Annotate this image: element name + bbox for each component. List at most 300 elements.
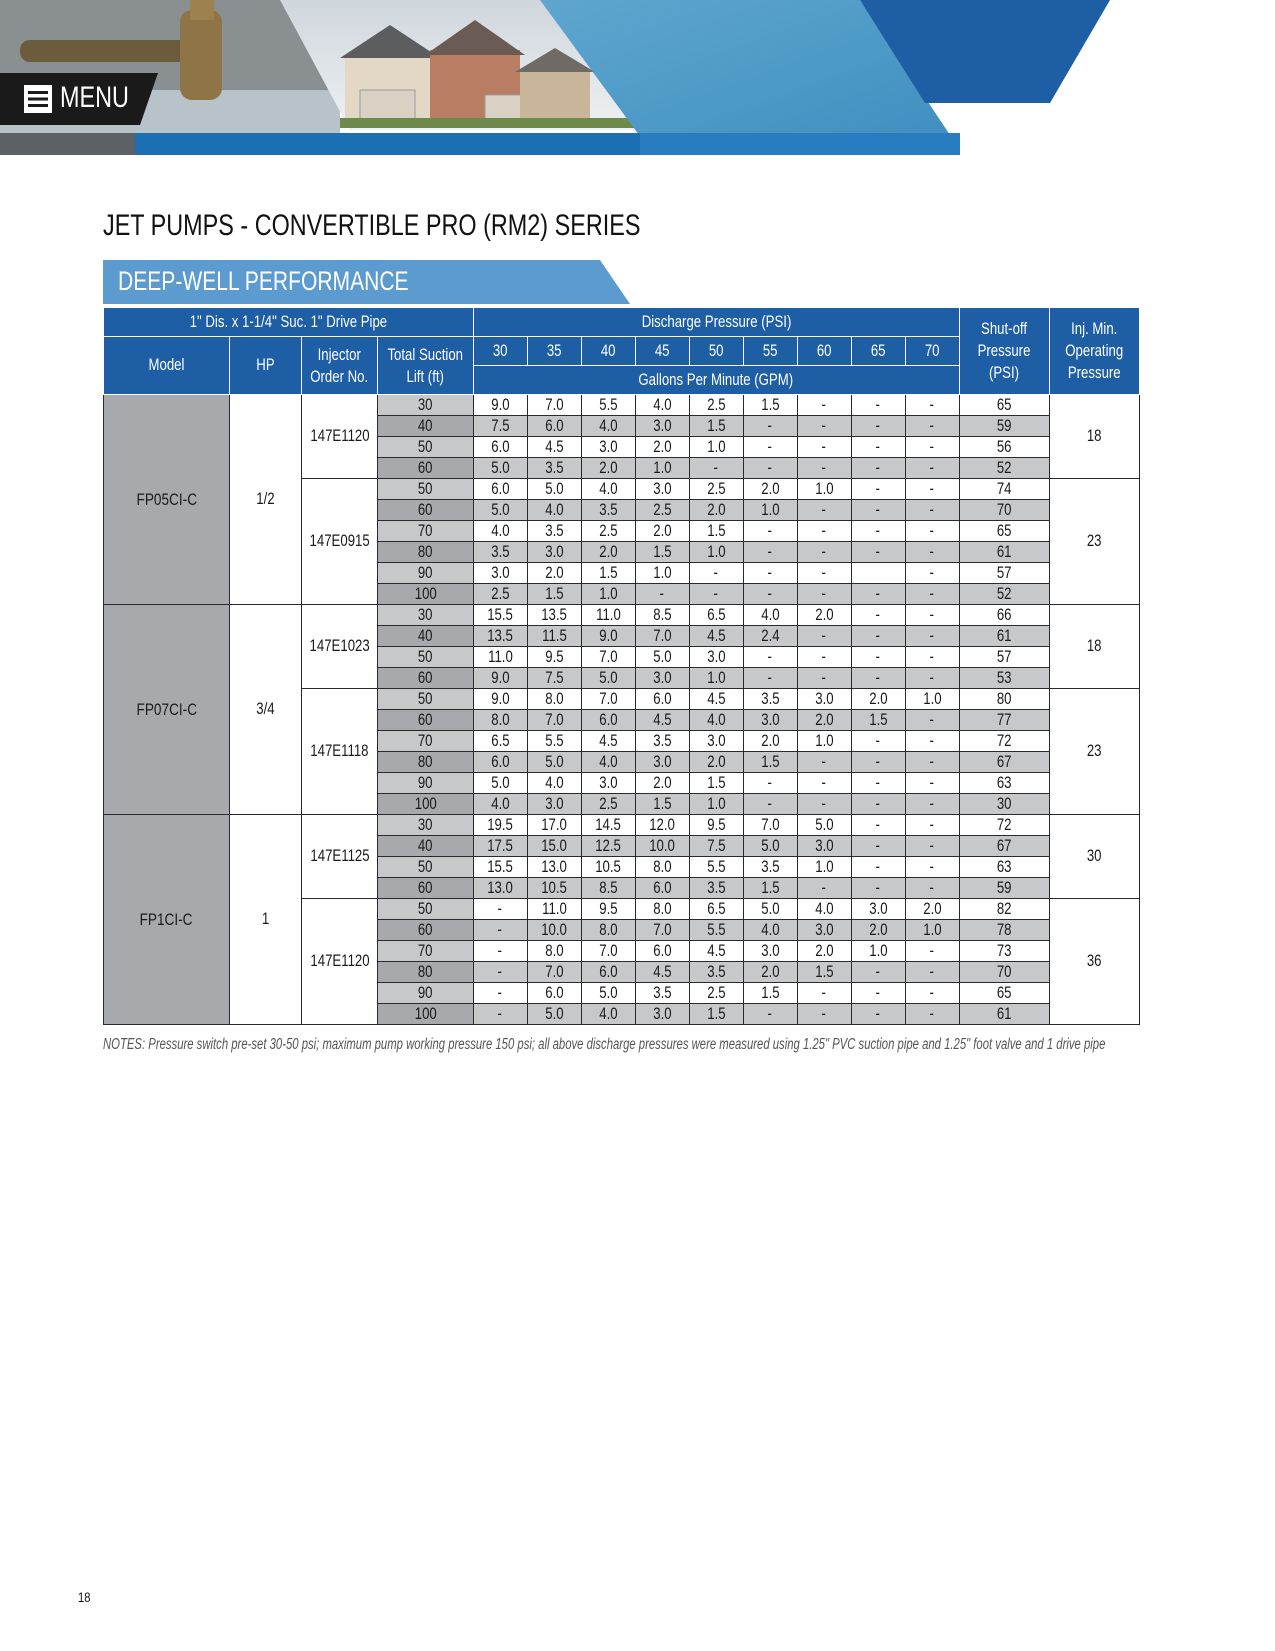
inj-min-pressure-cell: 36: [1049, 899, 1139, 1025]
gpm-cell: 6.0: [473, 437, 527, 458]
gpm-cell: -: [851, 857, 905, 878]
pressure-header-50: 50: [689, 337, 743, 366]
gpm-cell: -: [905, 479, 959, 500]
gpm-cell: 2.5: [689, 983, 743, 1004]
gpm-cell: -: [743, 794, 797, 815]
shutoff-cell: 53: [959, 668, 1049, 689]
gpm-cell: 7.5: [689, 836, 743, 857]
gpm-cell: -: [851, 668, 905, 689]
gpm-cell: -: [797, 500, 851, 521]
gpm-cell: -: [905, 1004, 959, 1025]
gpm-cell: 4.0: [473, 521, 527, 542]
shutoff-cell: 52: [959, 584, 1049, 605]
page-number: 18: [78, 1589, 91, 1605]
shutoff-cell: 72: [959, 731, 1049, 752]
gpm-cell: 3.5: [635, 731, 689, 752]
gpm-cell: -: [851, 458, 905, 479]
gpm-cell: 6.0: [581, 710, 635, 731]
gpm-cell: 2.4: [743, 626, 797, 647]
table-row: [104, 395, 1140, 416]
lift-cell: 100: [378, 1004, 473, 1025]
lift-cell: 90: [378, 563, 473, 584]
gpm-cell: 5.5: [689, 920, 743, 941]
gpm-cell: -: [743, 584, 797, 605]
gpm-cell: 1.0: [743, 500, 797, 521]
gpm-cell: -: [797, 626, 851, 647]
gpm-cell: -: [797, 983, 851, 1004]
gpm-cell: 1.5: [743, 878, 797, 899]
gpm-cell: 3.5: [743, 689, 797, 710]
gpm-cell: -: [797, 878, 851, 899]
injector-order-cell: 147E0915: [302, 479, 378, 605]
gpm-cell: 5.0: [581, 983, 635, 1004]
gpm-cell: -: [743, 1004, 797, 1025]
gpm-cell: -: [905, 647, 959, 668]
gpm-cell: 1.0: [689, 668, 743, 689]
shutoff-cell: 80: [959, 689, 1049, 710]
gpm-cell: -: [851, 500, 905, 521]
gpm-cell: 3.5: [473, 542, 527, 563]
gpm-cell: 6.0: [473, 479, 527, 500]
gpm-cell: -: [851, 794, 905, 815]
gpm-cell: 2.5: [689, 395, 743, 416]
gpm-cell: 6.5: [473, 731, 527, 752]
gpm-cell: -: [743, 416, 797, 437]
gpm-cell: 6.5: [689, 899, 743, 920]
gpm-cell: -: [689, 584, 743, 605]
gpm-header: Gallons Per Minute (GPM): [473, 366, 959, 395]
gpm-cell: -: [797, 1004, 851, 1025]
shutoff-cell: 52: [959, 458, 1049, 479]
gpm-cell: -: [797, 458, 851, 479]
gpm-cell: 4.0: [581, 752, 635, 773]
gpm-cell: 5.0: [743, 899, 797, 920]
gpm-cell: -: [743, 563, 797, 584]
gpm-cell: 3.0: [635, 479, 689, 500]
gpm-cell: 4.5: [635, 962, 689, 983]
gpm-cell: 4.0: [689, 710, 743, 731]
gpm-cell: -: [905, 773, 959, 794]
gpm-cell: 1.0: [689, 542, 743, 563]
gpm-cell: 2.0: [905, 899, 959, 920]
gpm-cell: 1.0: [797, 731, 851, 752]
gpm-cell: -: [905, 458, 959, 479]
shutoff-cell: 70: [959, 962, 1049, 983]
gpm-cell: 7.0: [581, 647, 635, 668]
gpm-cell: 3.0: [527, 794, 581, 815]
gpm-cell: 2.0: [851, 920, 905, 941]
lift-cell: 50: [378, 857, 473, 878]
gpm-cell: 9.5: [689, 815, 743, 836]
gpm-cell: 5.0: [527, 479, 581, 500]
gpm-cell: 12.0: [635, 815, 689, 836]
gpm-cell: -: [905, 605, 959, 626]
shutoff-cell: 66: [959, 605, 1049, 626]
gpm-cell: -: [851, 815, 905, 836]
gpm-cell: 1.5: [635, 542, 689, 563]
gpm-cell: 6.0: [527, 983, 581, 1004]
page-title: JET PUMPS - CONVERTIBLE PRO (RM2) SERIES: [103, 209, 641, 242]
gpm-cell: -: [689, 458, 743, 479]
pressure-header-45: 45: [635, 337, 689, 366]
shutoff-cell: 63: [959, 857, 1049, 878]
gpm-cell: 7.0: [635, 920, 689, 941]
gpm-cell: 1.0: [851, 941, 905, 962]
gpm-cell: 7.0: [527, 395, 581, 416]
lift-cell: 90: [378, 983, 473, 1004]
gpm-cell: 6.0: [635, 941, 689, 962]
gpm-cell: 8.0: [635, 857, 689, 878]
gpm-cell: 6.0: [581, 962, 635, 983]
gpm-cell: -: [905, 983, 959, 1004]
gpm-cell: 1.5: [743, 983, 797, 1004]
gpm-cell: -: [851, 647, 905, 668]
gpm-cell: 9.5: [527, 647, 581, 668]
gpm-cell: -: [797, 752, 851, 773]
pressure-header-60: 60: [797, 337, 851, 366]
gpm-cell: -: [797, 563, 851, 584]
gpm-cell: -: [743, 647, 797, 668]
gpm-cell: -: [797, 668, 851, 689]
gpm-cell: 15.5: [473, 857, 527, 878]
gpm-cell: 7.0: [743, 815, 797, 836]
gpm-cell: -: [905, 416, 959, 437]
inj-min-pressure-cell: 18: [1049, 605, 1139, 689]
gpm-cell: 7.5: [473, 416, 527, 437]
gpm-cell: 11.5: [527, 626, 581, 647]
gpm-cell: 13.5: [527, 605, 581, 626]
hp-cell: 3/4: [230, 605, 302, 815]
gpm-cell: 13.0: [527, 857, 581, 878]
gpm-cell: -: [797, 395, 851, 416]
shutoff-cell: 57: [959, 563, 1049, 584]
inj-min-pressure-cell: 30: [1049, 815, 1139, 899]
gpm-cell: 2.0: [635, 521, 689, 542]
gpm-cell: 2.5: [635, 500, 689, 521]
lift-cell: 70: [378, 731, 473, 752]
gpm-cell: -: [905, 563, 959, 584]
gpm-cell: 4.0: [797, 899, 851, 920]
gpm-cell: 3.0: [635, 668, 689, 689]
gpm-cell: 3.0: [635, 416, 689, 437]
lift-cell: 50: [378, 689, 473, 710]
gpm-cell: 17.5: [473, 836, 527, 857]
gpm-cell: -: [851, 416, 905, 437]
gpm-cell: 5.5: [689, 857, 743, 878]
injector-order-cell: 147E1118: [302, 689, 378, 815]
gpm-cell: 4.0: [527, 773, 581, 794]
gpm-cell: -: [473, 941, 527, 962]
gpm-cell: -: [797, 437, 851, 458]
gpm-cell: 8.5: [635, 605, 689, 626]
menu-label: MENU: [60, 81, 129, 114]
gpm-cell: 1.5: [689, 773, 743, 794]
gpm-cell: 2.0: [635, 773, 689, 794]
gpm-cell: 3.5: [743, 857, 797, 878]
lift-cell: 60: [378, 668, 473, 689]
hp-cell: 1: [230, 815, 302, 1025]
shutoff-cell: 72: [959, 815, 1049, 836]
gpm-cell: 1.5: [527, 584, 581, 605]
gpm-cell: 1.0: [689, 794, 743, 815]
lift-header: Total Suction Lift (ft): [378, 337, 473, 395]
gpm-cell: 4.5: [689, 941, 743, 962]
gpm-cell: 8.0: [527, 941, 581, 962]
gpm-cell: 1.0: [635, 563, 689, 584]
gpm-cell: -: [905, 836, 959, 857]
gpm-cell: [851, 563, 905, 584]
lift-cell: 80: [378, 962, 473, 983]
gpm-cell: 5.5: [527, 731, 581, 752]
gpm-cell: 4.5: [689, 689, 743, 710]
gpm-cell: 10.5: [581, 857, 635, 878]
gpm-cell: 2.0: [527, 563, 581, 584]
gpm-cell: 5.0: [473, 458, 527, 479]
gpm-cell: 9.0: [473, 395, 527, 416]
gpm-cell: 15.0: [527, 836, 581, 857]
shutoff-cell: 77: [959, 710, 1049, 731]
gpm-cell: 5.5: [581, 395, 635, 416]
gpm-cell: 19.5: [473, 815, 527, 836]
gpm-cell: -: [851, 584, 905, 605]
gpm-cell: 10.5: [527, 878, 581, 899]
lift-cell: 60: [378, 500, 473, 521]
gpm-cell: 15.5: [473, 605, 527, 626]
gpm-cell: 2.0: [797, 605, 851, 626]
gpm-cell: 10.0: [527, 920, 581, 941]
gpm-cell: 4.0: [581, 1004, 635, 1025]
gpm-cell: -: [905, 752, 959, 773]
injector-order-cell: 147E1125: [302, 815, 378, 899]
gpm-cell: 3.0: [581, 437, 635, 458]
gpm-cell: 7.0: [527, 962, 581, 983]
lift-cell: 30: [378, 605, 473, 626]
gpm-cell: 2.0: [797, 941, 851, 962]
pressure-header-40: 40: [581, 337, 635, 366]
inj-min-header: Inj. Min. Operating Pressure: [1049, 308, 1139, 395]
gpm-cell: 3.5: [635, 983, 689, 1004]
gpm-cell: -: [797, 584, 851, 605]
gpm-cell: 1.0: [581, 584, 635, 605]
gpm-cell: -: [473, 962, 527, 983]
gpm-cell: -: [743, 521, 797, 542]
gpm-cell: 5.0: [743, 836, 797, 857]
gpm-cell: -: [905, 731, 959, 752]
inj-min-pressure-cell: 23: [1049, 479, 1139, 605]
lift-cell: 100: [378, 584, 473, 605]
gpm-cell: 9.0: [473, 689, 527, 710]
gpm-cell: 2.0: [743, 731, 797, 752]
pipe-header: 1" Dis. x 1-1/4" Suc. 1" Drive Pipe: [104, 308, 474, 337]
shutoff-cell: 61: [959, 626, 1049, 647]
gpm-cell: -: [473, 983, 527, 1004]
gpm-cell: 4.0: [743, 605, 797, 626]
gpm-cell: 11.0: [473, 647, 527, 668]
gpm-cell: 3.0: [851, 899, 905, 920]
gpm-cell: -: [905, 857, 959, 878]
gpm-cell: 4.0: [743, 920, 797, 941]
lift-cell: 60: [378, 458, 473, 479]
pressure-header-35: 35: [527, 337, 581, 366]
gpm-cell: 7.0: [581, 689, 635, 710]
gpm-cell: 5.0: [527, 1004, 581, 1025]
gpm-cell: -: [851, 836, 905, 857]
gpm-cell: -: [797, 794, 851, 815]
gpm-cell: 2.0: [635, 437, 689, 458]
gpm-cell: 9.0: [473, 668, 527, 689]
gpm-cell: 17.0: [527, 815, 581, 836]
gpm-cell: 3.0: [689, 731, 743, 752]
gpm-cell: 5.0: [581, 668, 635, 689]
gpm-cell: 12.5: [581, 836, 635, 857]
gpm-cell: -: [905, 878, 959, 899]
lift-cell: 30: [378, 395, 473, 416]
shutoff-cell: 74: [959, 479, 1049, 500]
gpm-cell: -: [743, 437, 797, 458]
shutoff-cell: 82: [959, 899, 1049, 920]
performance-table: [103, 307, 1140, 1025]
lift-cell: 50: [378, 647, 473, 668]
gpm-cell: 3.5: [689, 962, 743, 983]
gpm-cell: -: [905, 437, 959, 458]
lift-cell: 40: [378, 836, 473, 857]
gpm-cell: 2.0: [743, 479, 797, 500]
gpm-cell: 4.5: [635, 710, 689, 731]
pressure-header-65: 65: [851, 337, 905, 366]
pressure-header-30: 30: [473, 337, 527, 366]
shutoff-cell: 65: [959, 395, 1049, 416]
table-row: [104, 815, 1140, 836]
gpm-cell: -: [905, 395, 959, 416]
lift-cell: 40: [378, 626, 473, 647]
lift-cell: 50: [378, 479, 473, 500]
shutoff-cell: 61: [959, 1004, 1049, 1025]
gpm-cell: 2.0: [689, 500, 743, 521]
gpm-cell: -: [905, 521, 959, 542]
gpm-cell: 7.0: [635, 626, 689, 647]
gpm-cell: -: [905, 941, 959, 962]
lift-cell: 90: [378, 773, 473, 794]
injector-header: Injector Order No.: [302, 337, 378, 395]
lift-cell: 30: [378, 815, 473, 836]
gpm-cell: 2.5: [581, 521, 635, 542]
gpm-cell: -: [851, 479, 905, 500]
gpm-cell: -: [851, 437, 905, 458]
gpm-cell: 6.0: [635, 878, 689, 899]
gpm-cell: 3.0: [689, 647, 743, 668]
shutoff-cell: 65: [959, 521, 1049, 542]
gpm-cell: 3.5: [527, 458, 581, 479]
gpm-cell: -: [905, 668, 959, 689]
gpm-cell: 6.5: [689, 605, 743, 626]
gpm-cell: -: [797, 416, 851, 437]
gpm-cell: -: [473, 899, 527, 920]
section-title: DEEP-WELL PERFORMANCE: [118, 266, 409, 296]
gpm-cell: 6.0: [635, 689, 689, 710]
pressure-header-70: 70: [905, 337, 959, 366]
injector-order-cell: 147E1120: [302, 395, 378, 479]
gpm-cell: -: [635, 584, 689, 605]
gpm-cell: -: [905, 626, 959, 647]
gpm-cell: 1.0: [797, 479, 851, 500]
gpm-cell: 1.5: [689, 521, 743, 542]
gpm-cell: 3.0: [797, 689, 851, 710]
gpm-cell: 2.0: [581, 542, 635, 563]
gpm-cell: 6.0: [527, 416, 581, 437]
gpm-cell: 3.0: [635, 1004, 689, 1025]
table-row: [104, 605, 1140, 626]
hamburger-icon: [24, 85, 52, 113]
lift-cell: 60: [378, 878, 473, 899]
gpm-cell: 4.5: [689, 626, 743, 647]
menu-button[interactable]: [0, 73, 150, 125]
inj-min-pressure-cell: 18: [1049, 395, 1139, 479]
gpm-cell: 3.0: [743, 941, 797, 962]
lift-cell: 80: [378, 752, 473, 773]
gpm-cell: 4.0: [473, 794, 527, 815]
gpm-cell: 3.0: [473, 563, 527, 584]
gpm-cell: 3.0: [797, 836, 851, 857]
model-cell: FP05CI-C: [104, 395, 230, 605]
gpm-cell: -: [851, 521, 905, 542]
pressure-header-55: 55: [743, 337, 797, 366]
gpm-cell: 14.5: [581, 815, 635, 836]
lift-cell: 70: [378, 521, 473, 542]
gpm-cell: 5.0: [473, 500, 527, 521]
gpm-cell: 1.5: [743, 395, 797, 416]
model-cell: FP1CI-C: [104, 815, 230, 1025]
gpm-cell: -: [851, 773, 905, 794]
header-banner: [0, 0, 1275, 155]
gpm-cell: -: [743, 773, 797, 794]
gpm-cell: 1.5: [581, 563, 635, 584]
gpm-cell: 2.5: [581, 794, 635, 815]
gpm-cell: 2.0: [581, 458, 635, 479]
gpm-cell: 1.0: [905, 920, 959, 941]
gpm-cell: 4.0: [635, 395, 689, 416]
gpm-cell: 3.0: [797, 920, 851, 941]
gpm-cell: 8.5: [581, 878, 635, 899]
gpm-cell: 1.5: [689, 1004, 743, 1025]
gpm-cell: 9.5: [581, 899, 635, 920]
model-cell: FP07CI-C: [104, 605, 230, 815]
gpm-cell: 11.0: [527, 899, 581, 920]
gpm-cell: 4.5: [527, 437, 581, 458]
gpm-cell: 2.5: [689, 479, 743, 500]
notes: NOTES: Pressure switch pre-set 30-50 psi; maximum pump working pressure 150 psi; all above discharge pressures were measured using 1.25" PVC suction pipe and 1.25" foot valve and 1 drive pipe: [103, 1036, 1106, 1053]
gpm-cell: -: [851, 983, 905, 1004]
gpm-cell: 9.0: [581, 626, 635, 647]
gpm-cell: -: [473, 1004, 527, 1025]
shutoff-cell: 59: [959, 416, 1049, 437]
gpm-cell: 8.0: [527, 689, 581, 710]
gpm-cell: -: [905, 542, 959, 563]
lift-cell: 70: [378, 941, 473, 962]
gpm-cell: -: [797, 773, 851, 794]
hp-header: HP: [230, 337, 302, 395]
gpm-cell: 3.0: [527, 542, 581, 563]
gpm-cell: 3.0: [581, 773, 635, 794]
gpm-cell: 7.0: [527, 710, 581, 731]
lift-cell: 50: [378, 437, 473, 458]
gpm-cell: -: [851, 605, 905, 626]
gpm-cell: 1.0: [635, 458, 689, 479]
gpm-cell: 5.0: [797, 815, 851, 836]
gpm-cell: 3.0: [635, 752, 689, 773]
injector-order-cell: 147E1023: [302, 605, 378, 689]
shutoff-header: Shut-off Pressure (PSI): [959, 308, 1049, 395]
gpm-cell: 2.0: [797, 710, 851, 731]
